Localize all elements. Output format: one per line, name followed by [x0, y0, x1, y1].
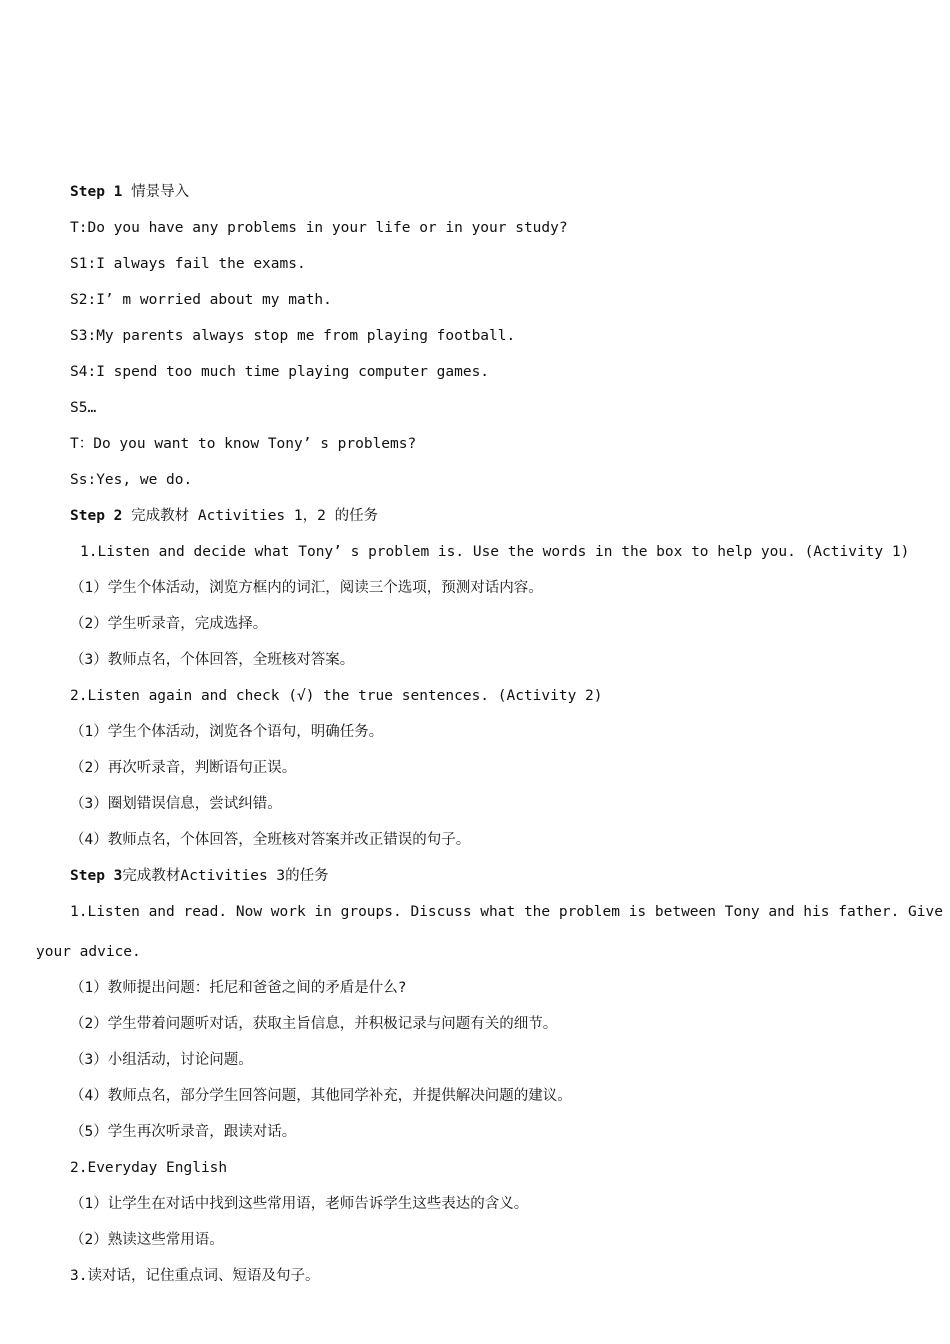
task-line: 3.读对话，记住重点词、短语及句子。	[70, 1268, 320, 1284]
task-item: （2）学生带着问题听对话，获取主旨信息，并积极记录与问题有关的细节。	[70, 1016, 558, 1032]
step1-heading	[70, 182, 189, 202]
task-item: （4）教师点名，部分学生回答问题，其他同学补充，并提供解决问题的建议。	[70, 1088, 572, 1104]
task-item: （3）圈划错误信息，尝试纠错。	[70, 796, 282, 812]
task-item: （1）教师提出问题：托尼和爸爸之间的矛盾是什么?	[70, 980, 407, 996]
dialogue-line: S4:I spend too much time playing computer games.	[70, 364, 490, 380]
task-line: 1.Listen and read. Now work in groups. Discuss what the problem is between Tony and his father. Give	[70, 904, 943, 920]
task-item: （1）学生个体活动，浏览各个语句，明确任务。	[70, 724, 384, 740]
task-item: （4）教师点名，个体回答，全班核对答案并改正错误的句子。	[70, 832, 471, 848]
task-item: （2）再次听录音，判断语句正误。	[70, 760, 297, 776]
task-line: 2.Everyday English	[70, 1160, 228, 1176]
dialogue-line: Ss:Yes, we do.	[70, 472, 193, 488]
step1-label: Step 1	[70, 184, 123, 200]
dialogue-line: S2:I’ m worried about my math.	[70, 292, 332, 308]
step1-title: 情景导入	[131, 184, 190, 200]
task-item: （5）学生再次听录音，跟读对话。	[70, 1124, 297, 1140]
task-item: （3）教师点名，个体回答，全班核对答案。	[70, 652, 355, 668]
step2-title: 完成教材 Activities 1，2 的任务	[131, 508, 379, 524]
task-item: （2）学生听录音，完成选择。	[70, 616, 268, 632]
dialogue-line: S3:My parents always stop me from playing football.	[70, 328, 516, 344]
step3-title: 完成教材Activities 3的任务	[122, 868, 329, 884]
dialogue-line: T：Do you want to know Tony’ s problems?	[70, 436, 417, 452]
dialogue-line: S5…	[70, 400, 97, 416]
task-item: （2）熟读这些常用语。	[70, 1232, 224, 1248]
step3-label: Step 3	[70, 868, 123, 884]
step2-heading	[70, 506, 378, 526]
step2-label: Step 2	[70, 508, 123, 524]
task-item: （1）让学生在对话中找到这些常用语，老师告诉学生这些表达的含义。	[70, 1196, 529, 1212]
task-line: 1.Listen and decide what Tony’ s problem is. Use the words in the box to help you. (Activity 1)	[80, 544, 910, 560]
step3-heading	[70, 866, 329, 886]
dialogue-line: T:Do you have any problems in your life or in your study?	[70, 220, 568, 236]
dialogue-line: S1:I always fail the exams.	[70, 256, 306, 272]
task-line-continued: your advice.	[36, 944, 141, 960]
task-line: 2.Listen again and check (√) the true sentences. (Activity 2)	[70, 688, 603, 704]
task-item: （1）学生个体活动，浏览方框内的词汇，阅读三个选项，预测对话内容。	[70, 580, 543, 596]
task-item: （3）小组活动，讨论问题。	[70, 1052, 253, 1068]
